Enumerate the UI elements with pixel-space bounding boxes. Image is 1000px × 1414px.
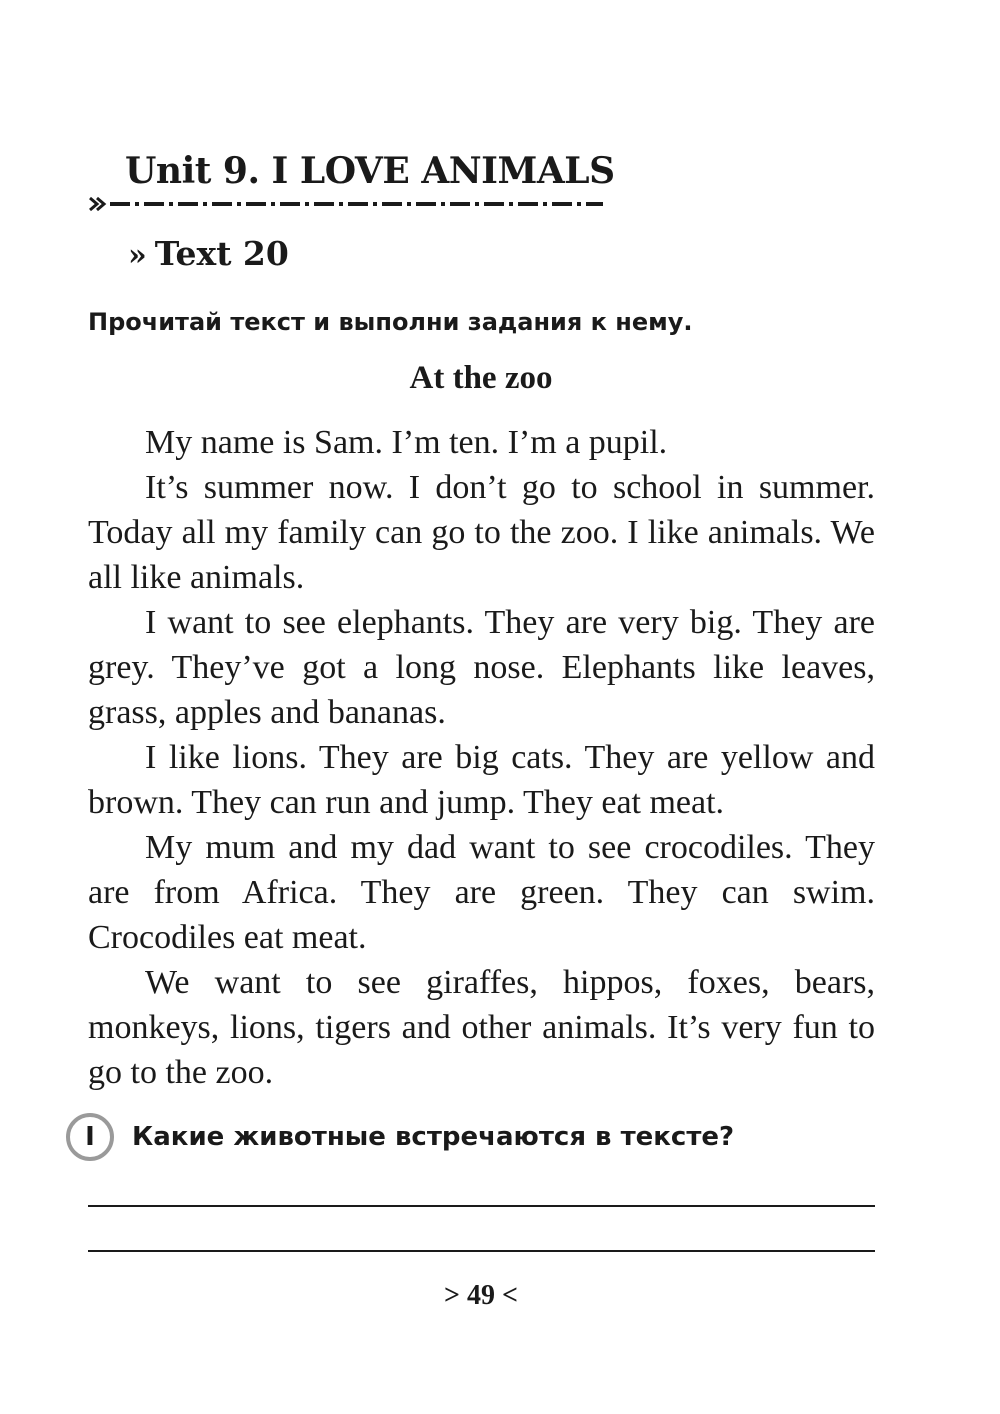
unit-title-underline [88,195,608,213]
text-label-value: Text 20 [154,234,289,273]
story-paragraph: I want to see elephants. They are very big. They are grey. They’ve got a long nose. Elephants like leaves, grass, apples and bananas. [88,604,875,731]
double-chevron-icon [90,198,104,210]
answer-line[interactable] [88,1205,875,1207]
story-paragraph: I like lions. They are big cats. They are yellow and brown. They can run and jump. They eat meat. [88,739,875,821]
story-body [88,420,875,1095]
story-paragraph: It’s summer now. I don’t go to school in summer. Today all my family can go to the zoo. I like animals. We all like animals. [88,469,875,596]
task-question [66,1113,734,1161]
task-question-text: Какие животные встречаются в тексте? [132,1122,735,1152]
instruction: Прочитай текст и выполни задания к нему. [88,308,693,336]
unit-title: Unit 9. I LOVE ANIMALS [125,150,615,192]
answer-line[interactable] [88,1250,875,1252]
page-number: > 49 < [444,1280,518,1311]
text-label [128,234,289,273]
story-paragraph: My name is Sam. I’m ten. I’m a pupil. [145,424,668,461]
chevron-icon: » [128,238,147,273]
story-paragraph: We want to see giraffes, hippos, foxes, bears, monkeys, lions, tigers and other animals. It’s very fun to go to the zoo. [88,964,875,1091]
task-number-badge: I [66,1113,114,1161]
story-paragraph: My mum and my dad want to see crocodiles. They are from Africa. They are green. They can swim. Crocodiles eat meat. [88,829,875,956]
story-title: At the zoo [409,360,553,396]
